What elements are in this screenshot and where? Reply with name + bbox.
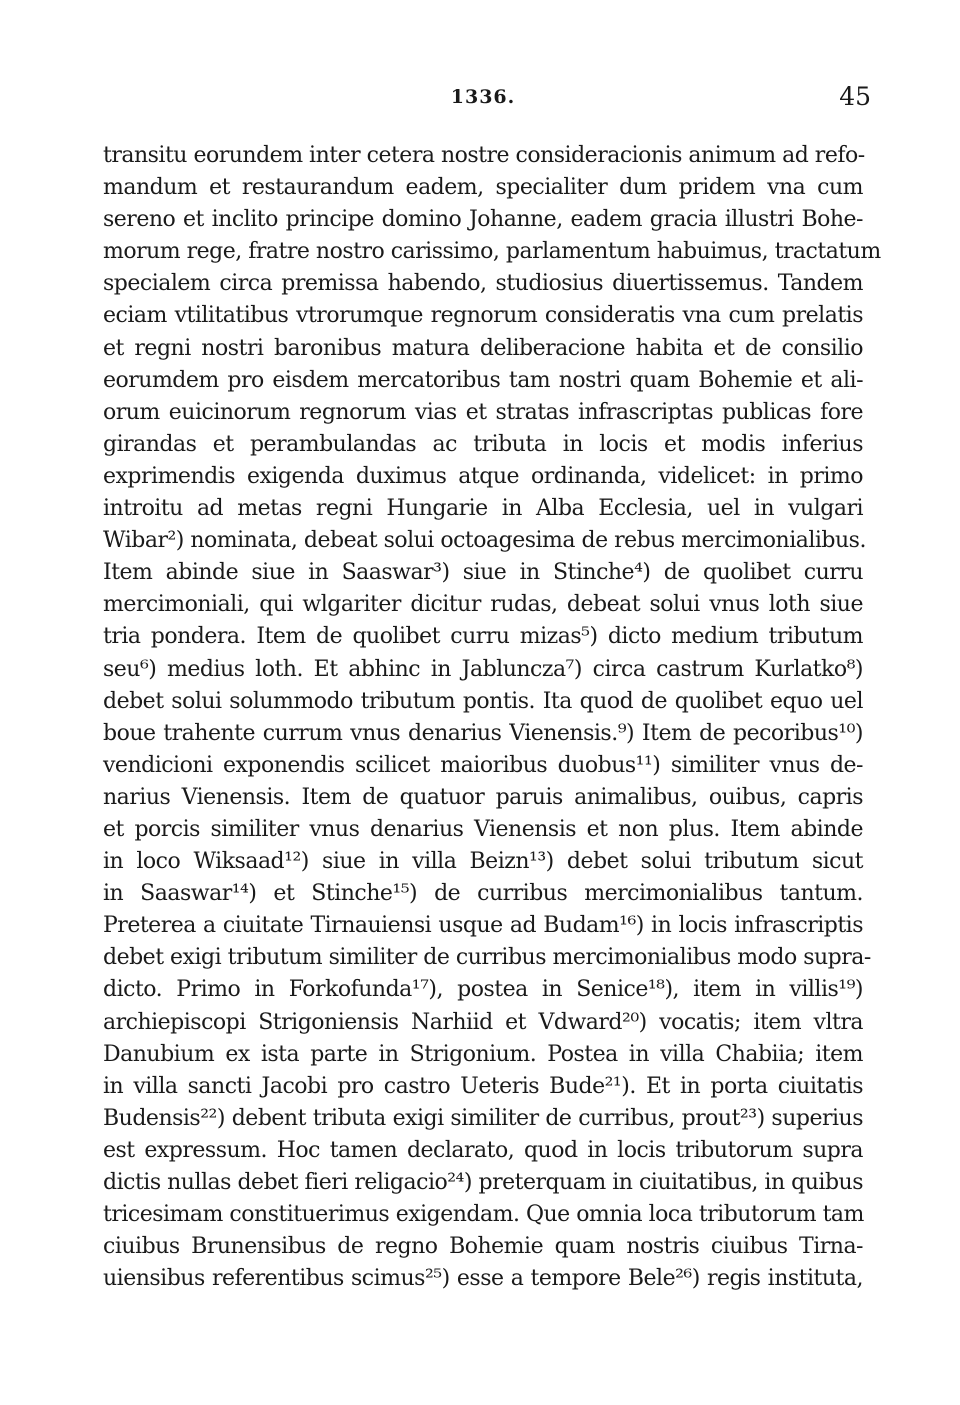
text-line: dictis nullas debet fieri religacio²⁴) preterquam in ciuitatibus, in quibus [103, 1170, 863, 1195]
text-line: Preterea a ciuitate Tirnauiensi usque ad Budam¹⁶) in locis infrascriptis [103, 913, 863, 939]
text-line: vendicioni exponendis scilicet maioribus duobus¹¹) similiter vnus de- [103, 752, 863, 778]
page-number: 45 [839, 82, 871, 111]
text-line: et porcis similiter vnus denarius Vienensis et non plus. Item abinde [103, 816, 863, 842]
text-line: transitu eorundem inter cetera nostre consideracionis animum ad refo- [103, 143, 865, 168]
body-text [103, 140, 881, 1295]
text-line: Item abinde siue in Saaswar³) siue in Stinche⁴) de quolibet curru [103, 560, 863, 586]
text-line: introitu ad metas regni Hungarie in Alba Ecclesia, uel in vulgari [103, 496, 863, 522]
text-line: girandas et perambulandas ac tributa in locis et modis inferius [103, 431, 863, 457]
text-line: mercimoniali, qui wlgariter dicitur rudas, debeat solui vnus loth siue [103, 592, 863, 618]
text-line: uiensibus referentibus scimus²⁵) esse a tempore Bele²⁶) regis instituta, [103, 1266, 863, 1292]
text-line: narius Vienensis. Item de quatuor paruis animalibus, ouibus, capris [103, 784, 863, 810]
text-line: debet solui solummodo tributum pontis. Ita quod de quolibet equo uel [103, 688, 863, 714]
text-line: eorumdem pro eisdem mercatoribus tam nostri quam Bohemie et ali- [103, 367, 863, 393]
text-line: tria pondera. Item de quolibet curru mizas⁵) dicto medium tributum [103, 624, 863, 650]
text-line: Wibar²) nominata, debeat solui octoagesima de rebus mercimonialibus. [103, 528, 866, 554]
text-line: Danubium ex ista parte in Strigonium. Postea in villa Chabiia; item [103, 1041, 863, 1067]
text-line: ciuibus Brunensibus de regno Bohemie quam nostris ciuibus Tirna- [103, 1234, 863, 1260]
page-year-heading: 1336. [450, 86, 516, 108]
text-line: debet exigi tributum similiter de curribus mercimonialibus modo supra- [103, 945, 871, 971]
text-line: mandum et restaurandum eadem, specialiter dum pridem vna cum [103, 175, 863, 201]
text-line: orum euicinorum regnorum vias et stratas infrascriptas publicas fore [103, 399, 863, 425]
text-line: morum rege, fratre nostro carissimo, parlamentum habuimus, tractatum [103, 239, 881, 265]
text-line: tricesimam constituerimus exigendam. Que omnia loca tributorum tam [103, 1202, 864, 1228]
text-line: archiepiscopi Strigoniensis Narhiid et Vdward²⁰) vocatis; item vltra [103, 1009, 863, 1035]
text-line: sereno et inclito principe domino Johanne, eadem gracia illustri Bohe- [103, 207, 863, 233]
text-line: boue trahente currum vnus denarius Vienensis.⁹) Item de pecoribus¹⁰) [103, 720, 863, 746]
text-line: in loco Wiksaad¹²) siue in villa Beizn¹³) debet solui tributum sicut [103, 849, 863, 875]
text-line: est expressum. Hoc tamen declarato, quod in locis tributorum supra [103, 1137, 863, 1163]
text-line: Budensis²²) debent tributa exigi similiter de curribus, prout²³) superius [103, 1105, 863, 1131]
running-head [103, 82, 871, 112]
text-line: in villa sancti Jacobi pro castro Ueteris Bude²¹). Et in porta ciuitatis [103, 1073, 863, 1099]
text-line: et regni nostri baronibus matura deliberacione habita et de consilio [103, 335, 863, 361]
text-line: in Saaswar¹⁴) et Stinche¹⁵) de curribus mercimonialibus tantum. [103, 881, 863, 907]
text-line: eciam vtilitatibus vtrorumque regnorum consideratis vna cum prelatis [103, 303, 863, 329]
text-line: exprimendis exigenda duximus atque ordinanda, videlicet: in primo [103, 463, 863, 489]
text-line: seu⁶) medius loth. Et abhinc in Jabluncza⁷) circa castrum Kurlatko⁸) [103, 656, 863, 682]
text-line: dicto. Primo in Forkofunda¹⁷), postea in Senice¹⁸), item in villis¹⁹) [103, 977, 863, 1003]
text-line: specialem circa premissa habendo, studiosius diuertissemus. Tandem [103, 271, 863, 297]
